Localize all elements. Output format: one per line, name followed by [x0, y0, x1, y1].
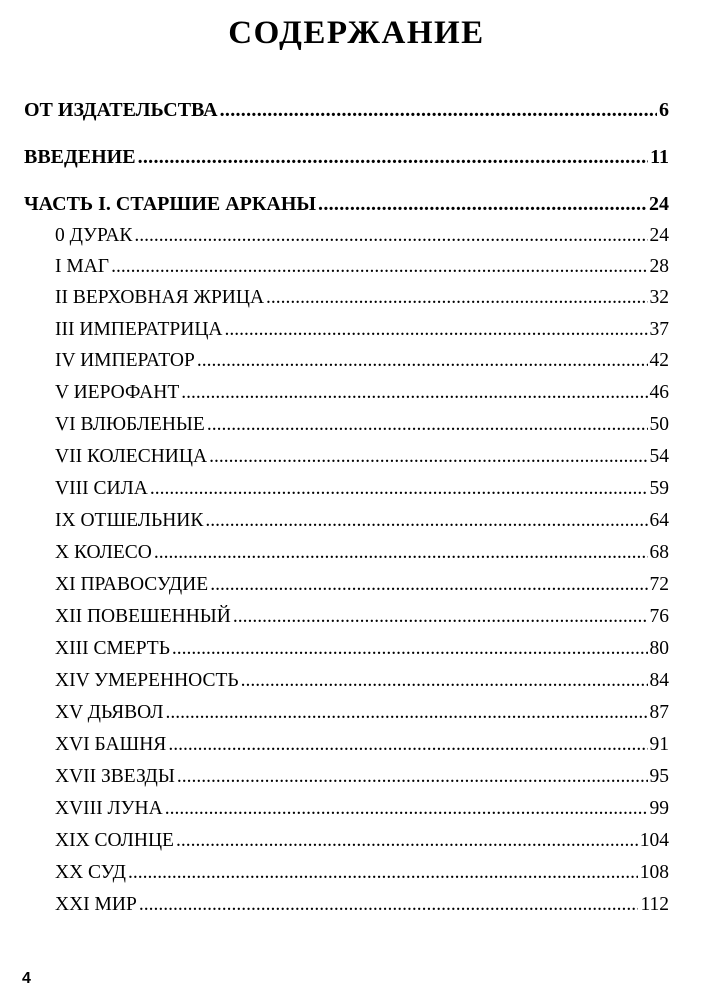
- toc-entry-arcana[interactable]: [24, 542, 669, 566]
- toc-entry-arcana[interactable]: [24, 256, 669, 280]
- toc-entry-arcana[interactable]: [24, 734, 669, 758]
- toc-entry-page: 54: [649, 446, 669, 467]
- dot-leader: [111, 256, 647, 278]
- toc-entry-page: 80: [649, 638, 669, 659]
- toc-entry-page: 24: [649, 193, 669, 215]
- dot-leader: [138, 146, 649, 168]
- toc-entry-label: XVIII ЛУНА: [55, 798, 163, 819]
- dot-leader: [210, 574, 647, 596]
- toc-entry-label: VIII СИЛА: [55, 478, 148, 499]
- toc-entry-label: IX ОТШЕЛЬНИК: [55, 510, 204, 531]
- toc-entry-label: XIV УМЕРЕННОСТЬ: [55, 670, 239, 691]
- toc-entry-arcana[interactable]: [24, 319, 669, 343]
- toc-entry-label: VI ВЛЮБЛЕНЫЕ: [55, 414, 205, 435]
- toc-entry-label: ВВЕДЕНИЕ: [24, 146, 136, 168]
- toc-entry-page: 64: [649, 510, 669, 531]
- toc-entry-arcana[interactable]: [24, 862, 669, 886]
- toc-entry-page: 108: [639, 862, 669, 883]
- toc-entry-label: V ИЕРОФАНТ: [55, 382, 180, 403]
- toc-entry-arcana[interactable]: [24, 287, 669, 311]
- dot-leader: [220, 99, 657, 121]
- toc-entry-label: XII ПОВЕШЕННЫЙ: [55, 606, 231, 627]
- toc-entry-label: XI ПРАВОСУДИЕ: [55, 574, 209, 595]
- toc-entry-page: 42: [649, 350, 669, 371]
- dot-leader: [172, 638, 648, 660]
- dot-leader: [207, 414, 648, 436]
- dot-leader: [168, 734, 647, 756]
- dot-leader: [233, 606, 648, 628]
- dot-leader: [318, 193, 647, 215]
- dot-leader: [166, 702, 648, 724]
- toc-entry-arcana[interactable]: [24, 574, 669, 598]
- dot-leader: [209, 446, 647, 468]
- toc-entry-page: 37: [649, 319, 669, 340]
- toc-entry-arcana[interactable]: [24, 382, 669, 406]
- toc-entry-page: 50: [649, 414, 669, 435]
- toc-entry-label: ЧАСТЬ I. СТАРШИЕ АРКАНЫ: [24, 193, 317, 215]
- toc-entry-label: I МАГ: [55, 256, 110, 277]
- toc-entry-arcana[interactable]: [24, 830, 669, 854]
- toc-entry-arcana[interactable]: [24, 478, 669, 502]
- toc-entry-page: 32: [649, 287, 669, 308]
- toc-entry-arcana[interactable]: [24, 414, 669, 438]
- toc-entry-arcana[interactable]: [24, 670, 669, 694]
- toc-entry-page: 24: [649, 225, 669, 246]
- toc-entry-arcana[interactable]: [24, 638, 669, 662]
- dot-leader: [150, 478, 648, 500]
- dot-leader: [225, 319, 648, 341]
- toc-entry-label: 0 ДУРАК: [55, 225, 133, 246]
- toc-entry-label: XXI МИР: [55, 894, 137, 915]
- toc-entry-page: 112: [640, 894, 669, 915]
- toc-entry-arcana[interactable]: [24, 606, 669, 630]
- toc-entry-arcana[interactable]: [24, 446, 669, 470]
- toc-entry-label: XVI БАШНЯ: [55, 734, 167, 755]
- toc-entry-arcana[interactable]: [24, 894, 669, 918]
- dot-leader: [176, 830, 638, 852]
- toc-entry-page: 95: [649, 766, 669, 787]
- toc-entry-page: 28: [649, 256, 669, 277]
- toc-entry-label: XIII СМЕРТЬ: [55, 638, 170, 659]
- toc-entry-arcana[interactable]: [24, 225, 669, 249]
- toc-entry-page: 76: [649, 606, 669, 627]
- toc-entry-publisher[interactable]: [24, 99, 669, 123]
- toc-entry-label: ОТ ИЗДАТЕЛЬСТВА: [24, 99, 218, 121]
- toc-entry-label: IV ИМПЕРАТОР: [55, 350, 195, 371]
- toc-entry-page: 11: [650, 146, 669, 168]
- dot-leader: [154, 542, 648, 564]
- toc-entry-page: 6: [659, 99, 669, 121]
- toc-entry-page: 72: [649, 574, 669, 595]
- dot-leader: [266, 287, 647, 309]
- toc-entry-arcana[interactable]: [24, 510, 669, 534]
- dot-leader: [197, 350, 648, 372]
- toc-entry-page: 104: [639, 830, 669, 851]
- toc-entry-page: 59: [649, 478, 669, 499]
- dot-leader: [128, 862, 638, 884]
- page-number: 4: [22, 970, 31, 987]
- dot-leader: [134, 225, 647, 247]
- toc-entry-introduction[interactable]: [24, 146, 669, 170]
- toc-entry-label: XVII ЗВЕЗДЫ: [55, 766, 175, 787]
- dot-leader: [181, 382, 647, 404]
- dot-leader: [139, 894, 639, 916]
- toc-entry-part-1[interactable]: [24, 193, 669, 217]
- dot-leader: [205, 510, 647, 532]
- toc-entry-label: XV ДЬЯВОЛ: [55, 702, 164, 723]
- toc-entry-arcana[interactable]: [24, 350, 669, 374]
- toc-entry-label: X КОЛЕСО: [55, 542, 152, 563]
- dot-leader: [165, 798, 648, 820]
- dot-leader: [177, 766, 648, 788]
- page-title: СОДЕРЖАНИЕ: [228, 15, 485, 51]
- toc-entry-label: XIX СОЛНЦЕ: [55, 830, 174, 851]
- toc-entry-label: II ВЕРХОВНАЯ ЖРИЦА: [55, 287, 265, 308]
- dot-leader: [241, 670, 648, 692]
- toc-entry-page: 87: [649, 702, 669, 723]
- toc-entry-page: 91: [649, 734, 669, 755]
- toc-entry-label: XX СУД: [55, 862, 126, 883]
- toc-entry-arcana[interactable]: [24, 798, 669, 822]
- toc-entry-arcana[interactable]: [24, 766, 669, 790]
- toc-entry-page: 46: [649, 382, 669, 403]
- toc-entry-arcana[interactable]: [24, 702, 669, 726]
- toc-entry-page: 99: [649, 798, 669, 819]
- toc-entry-label: III ИМПЕРАТРИЦА: [55, 319, 223, 340]
- toc-entry-label: VII КОЛЕСНИЦА: [55, 446, 208, 467]
- toc-entry-page: 84: [649, 670, 669, 691]
- toc-entry-page: 68: [649, 542, 669, 563]
